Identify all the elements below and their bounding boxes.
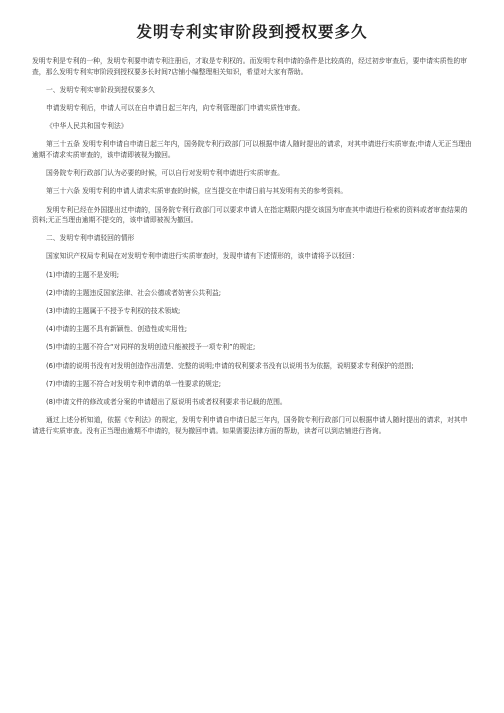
paragraph: 二、发明专利申请驳回的情形 xyxy=(46,234,135,243)
paragraph: 一、发明专利实审阶段到授权要多久 xyxy=(46,85,155,94)
paragraph: 国务院专利行政部门认为必要的时候，可以自行对发明专利申请进行实质审查。 xyxy=(46,169,284,178)
paragraph: 第三十五条 发明专利申请自申请日起三年内，国务院专利行政部门可以根据申请人随时提出的请求，对其申请进行实质审查;申请人无正当理由逾期不请求实质审查的，该申请即被视为撤回。 xyxy=(32,140,472,159)
paragraph: 申请发明专利后，申请人可以在自申请日起三年内，向专利管理部门申请实质性审查。 xyxy=(46,103,305,112)
list-item: (8)申请文件的修改或者分案的申请超出了原说明书或者权利要求书记载的范围。 xyxy=(46,397,287,406)
paragraph: 《中华人民共和国专利法》 xyxy=(46,122,128,131)
paragraph: 国家知识产权局专利局在对发明专利申请进行实质审查时，发现申请有下述情形的，该申请将予以驳回： xyxy=(46,252,359,261)
paragraph: 通过上述分析知道，依据《专利法》的规定，发明专利申请自申请日起三年内，国务院专利行政部门可以根据申请人随时提出的请求，对其申请进行实质审查。没有正当理由逾期不申请的，视为撤回申请。如果需要法律方面的帮助，读者可以到店铺进行咨询。 xyxy=(32,416,468,435)
paragraph: 发明专利是专利的一种，发明专利要申请专利注册后，才取是专利权的。而发明专利申请的条件是比较高的，经过初步审查后，要申请实质性的审查，那么发明专利实审阶段到授权要多长时间?店铺小编整理相关知识，希望对大家有帮助。 xyxy=(32,57,467,76)
paragraph: 发明专利已经在外国提出过申请的，国务院专利行政部门可以要求申请人在指定期限内提交该国为审查其申请进行检索的资料或者审查结果的资料;无正当理由逾期不提交的，该申请即被视为撤回。 xyxy=(32,205,468,225)
list-item: (3)申请的主题属于不授予专利权的技术领域; xyxy=(46,307,181,316)
paragraph: 第三十六条 发明专利的申请人请求实质审查的时候，应当提交在申请日前与其发明有关的参考资料。 xyxy=(46,187,348,196)
document-body xyxy=(32,56,472,436)
paragraph: (6)申请的说明书没有对发明创造作出清楚、完整的说明;申请的权利要求书没有以说明书为依据，说明要求专利保护的范围; xyxy=(46,361,414,370)
document-title: 发明专利实审阶段到授权要多久 xyxy=(136,23,368,41)
list-item: (2)申请的主题违反国家法律、社会公德或者妨害公共利益; xyxy=(46,288,222,297)
list-item: (5)申请的主题不符合“对同样的发明创造只能被授予一项专利”的规定; xyxy=(46,343,256,352)
list-item: (7)申请的主题不符合对发明专利申请的单一性要求的规定; xyxy=(46,379,222,388)
list-item: (4)申请的主题不具有新颖性、创造性或实用性; xyxy=(46,325,188,334)
list-item: (1)申请的主题不是发明; xyxy=(46,270,120,279)
